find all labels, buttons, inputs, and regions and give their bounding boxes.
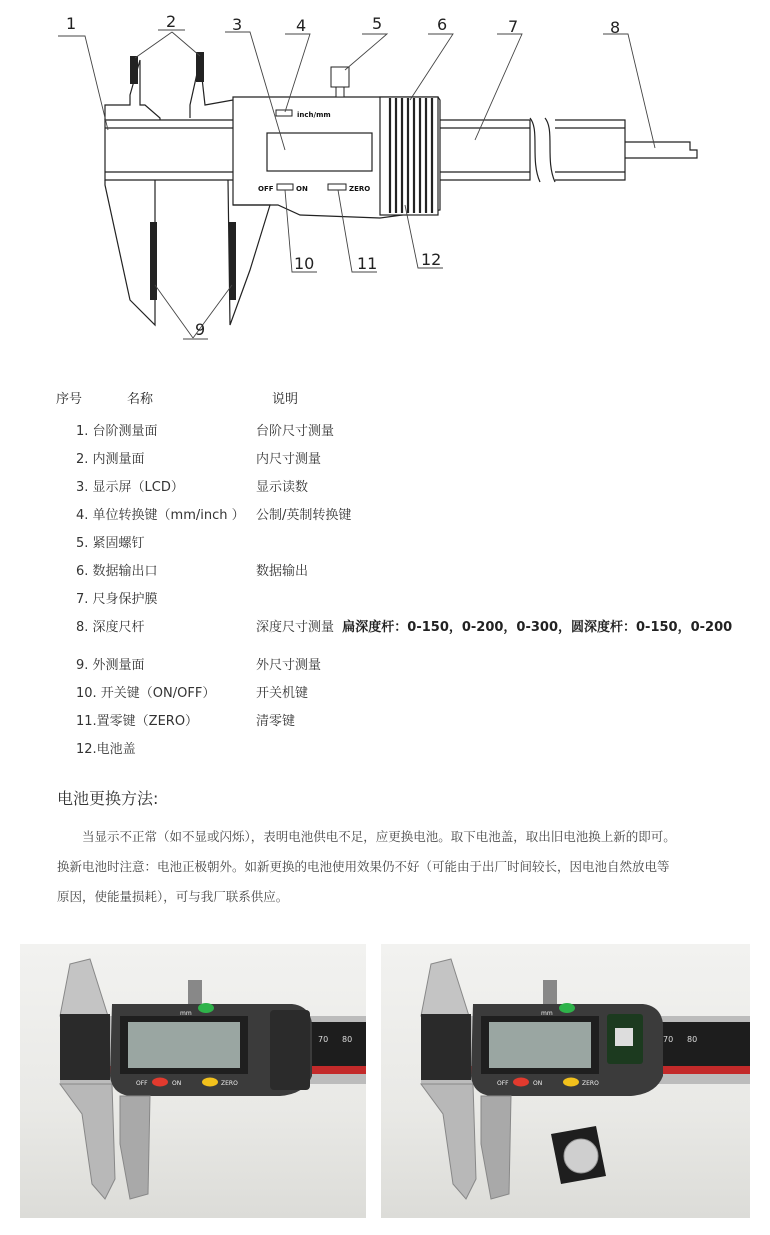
callout-1: 1 xyxy=(66,14,77,33)
table-row xyxy=(0,682,770,702)
callout-10: 10 xyxy=(294,254,315,273)
row-name: 8. 深度尺杆 xyxy=(76,620,145,635)
battery-section-title: 电池更换方法: xyxy=(57,789,159,808)
photo1-scale-80: 80 xyxy=(342,1035,353,1044)
callout-5: 5 xyxy=(372,14,383,33)
row-desc: 显示读数 xyxy=(256,480,309,495)
row-name: 6. 数据输出口 xyxy=(76,564,158,579)
table-row xyxy=(0,560,770,580)
caliper-photo-closed xyxy=(20,944,366,1218)
removed-battery-cover xyxy=(551,1126,606,1184)
callout-4: 4 xyxy=(296,16,307,35)
photo1-scale-70: 70 xyxy=(318,1035,329,1044)
row-desc: 数据输出 xyxy=(256,564,309,579)
row-desc-text: 深度尺寸测量 xyxy=(256,620,335,635)
row-name: 9. 外测量面 xyxy=(76,658,145,673)
row-desc: 清零键 xyxy=(256,714,296,729)
photo1-off-label: OFF xyxy=(136,1080,148,1087)
header-desc: 说明 xyxy=(272,392,299,407)
row-desc: 公制/英制转换键 xyxy=(256,508,352,523)
row-name: 11.置零键（ZERO） xyxy=(76,714,199,729)
photo2-zero-label: ZERO xyxy=(582,1080,599,1087)
table-row xyxy=(0,420,770,440)
row-name: 5. 紧固螺钉 xyxy=(76,536,145,551)
caliper-drawing xyxy=(0,0,770,360)
table-row xyxy=(0,738,770,758)
callout-6: 6 xyxy=(437,15,448,34)
row-desc: 内尺寸测量 xyxy=(256,452,322,467)
table-row xyxy=(0,616,770,636)
table-row xyxy=(0,504,770,524)
battery-line-2: 换新电池时注意：电池正极朝外。如新更换的电池使用效果仍不好（可能由于出厂时间较长，因电池自然放电等 xyxy=(57,859,670,874)
photo1-mm-label: mm xyxy=(180,1010,192,1017)
photo2-off-label: OFF xyxy=(497,1080,509,1087)
row-name: 10. 开关键（ON/OFF） xyxy=(76,686,216,701)
table-row xyxy=(0,654,770,674)
row-name: 3. 显示屏（LCD） xyxy=(76,480,184,495)
callout-9: 9 xyxy=(195,320,206,339)
row-desc: 台阶尺寸测量 xyxy=(256,424,335,439)
row-name: 1. 台阶测量面 xyxy=(76,424,158,439)
callout-3: 3 xyxy=(232,15,243,34)
row-desc: 开关机键 xyxy=(256,686,309,701)
row-name: 4. 单位转换键（mm/inch ） xyxy=(76,508,245,523)
on-label: ON xyxy=(296,185,308,193)
callout-8: 8 xyxy=(610,18,621,37)
off-label: OFF xyxy=(258,185,274,193)
header-name: 名称 xyxy=(127,392,154,407)
callout-12: 12 xyxy=(421,250,442,269)
row-desc xyxy=(256,616,732,635)
table-row xyxy=(0,532,770,552)
photo2-mm-label: mm xyxy=(541,1010,553,1017)
callout-2: 2 xyxy=(166,12,177,31)
row-desc: 外尺寸测量 xyxy=(256,658,322,673)
row-name: 2. 内测量面 xyxy=(76,452,145,467)
caliper-photo-open-battery-drawing xyxy=(381,944,750,1218)
battery-line-3: 原因，使能量损耗），可与我厂联系供应。 xyxy=(57,889,289,904)
caliper-photo-open-battery xyxy=(381,944,750,1218)
callout-11: 11 xyxy=(357,254,378,273)
photo2-scale-70: 70 xyxy=(663,1035,674,1044)
battery-line-1: 当显示不正常（如不显或闪烁），表明电池供电不足，应更换电池。取下电池盖，取出旧电池换上新的即可。 xyxy=(57,829,676,844)
table-row xyxy=(0,476,770,496)
caliper-photo-closed-drawing xyxy=(20,944,366,1218)
photo1-zero-label: ZERO xyxy=(221,1080,238,1087)
caliper-diagram xyxy=(0,0,770,360)
photo1-on-label: ON xyxy=(172,1080,182,1087)
inch-mm-label: inch/mm xyxy=(297,111,331,119)
photo2-on-label: ON xyxy=(533,1080,543,1087)
table-row xyxy=(0,588,770,608)
row-name: 7. 尺身保护膜 xyxy=(76,592,158,607)
callout-7: 7 xyxy=(508,17,519,36)
photo2-scale-80: 80 xyxy=(687,1035,698,1044)
header-index: 序号 xyxy=(56,392,83,407)
table-row xyxy=(0,448,770,468)
row-name: 12.电池盖 xyxy=(76,742,136,757)
battery-instructions xyxy=(57,822,757,912)
zero-label: ZERO xyxy=(349,185,371,193)
depth-rod-ranges: 扁深度杆：0-150，0-200，0-300，圆深度杆：0-150，0-200 xyxy=(342,620,733,635)
table-row xyxy=(0,710,770,730)
